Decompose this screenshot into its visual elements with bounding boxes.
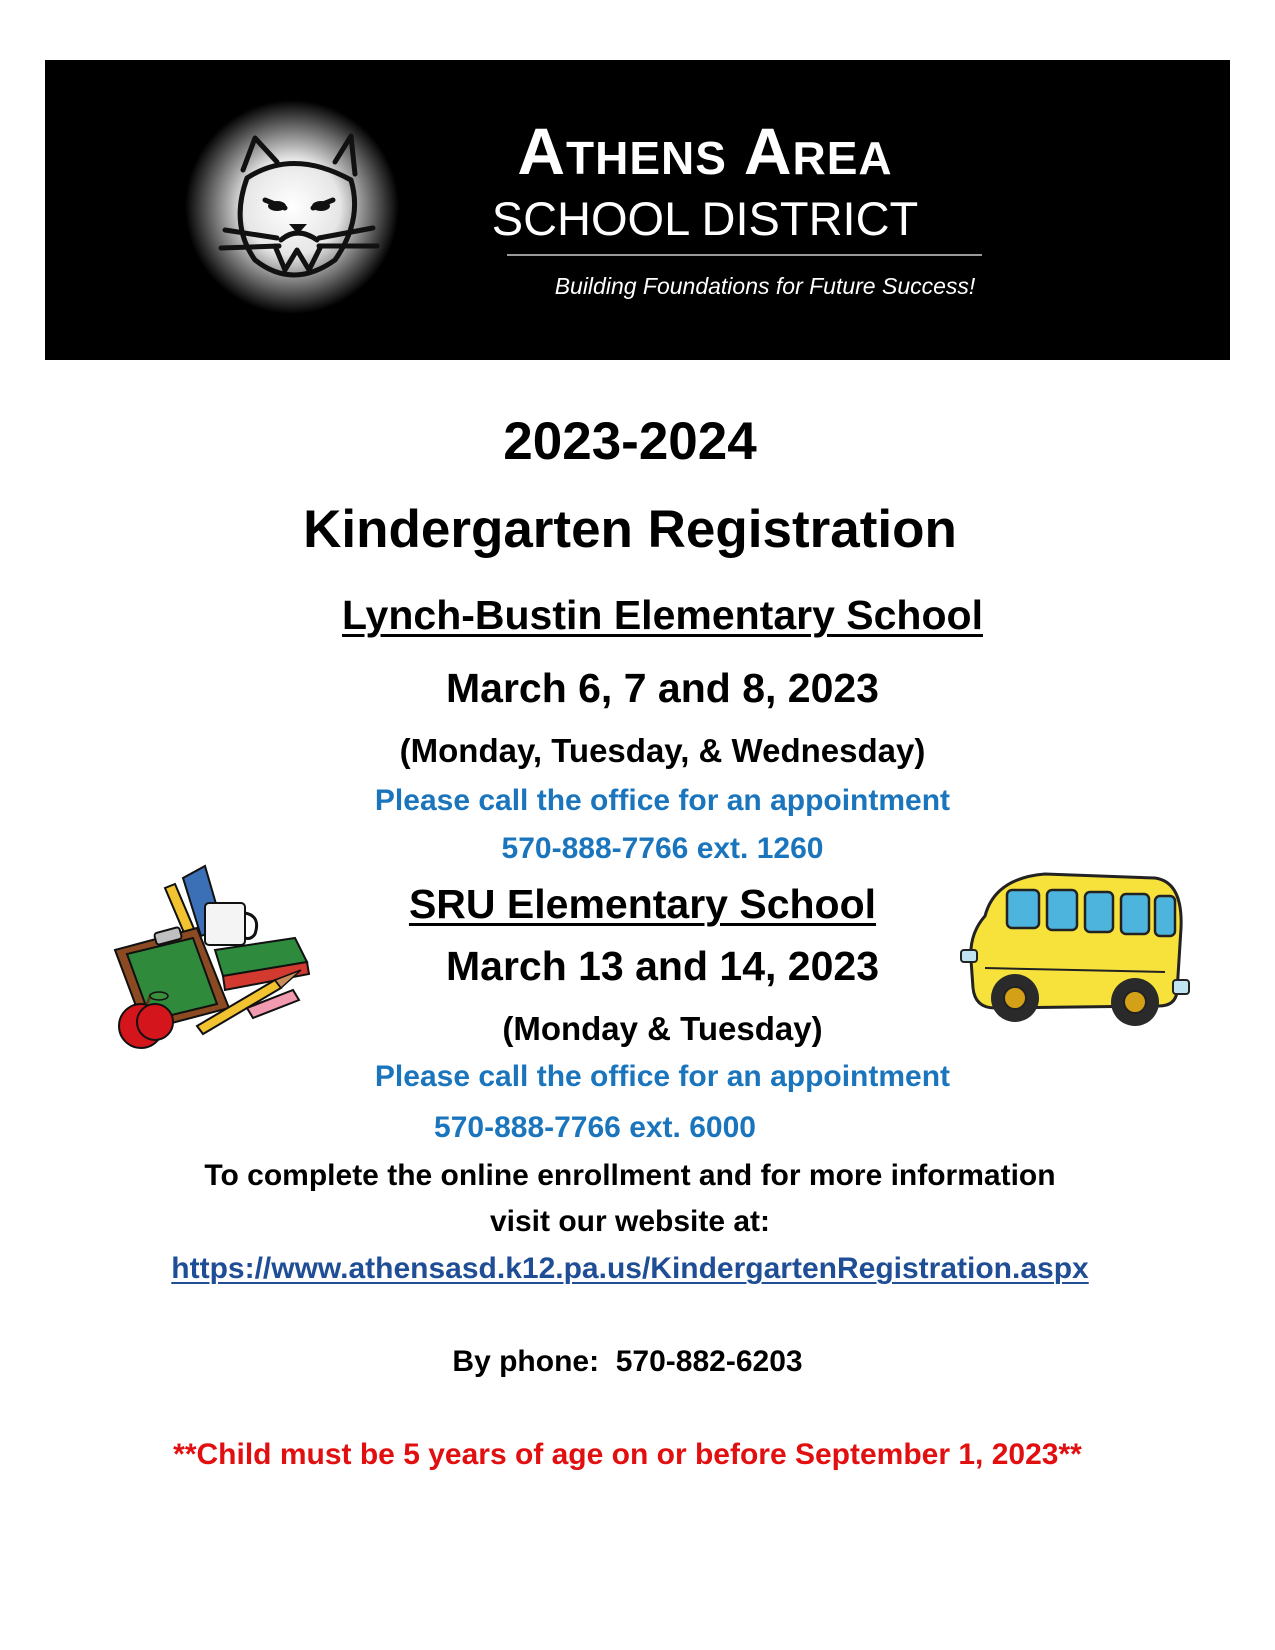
school-2-name: SRU Elementary School [408, 881, 877, 927]
district-subtitle: SCHOOL DISTRICT [491, 192, 919, 245]
school-1-phone: 570-888-7766 ext. 1260 [501, 832, 824, 865]
header-divider [507, 254, 982, 256]
wildcat-logo-icon [185, 100, 400, 315]
registration-link[interactable]: https://www.athensasd.k12.pa.us/KindergartenRegistration.aspx [171, 1252, 1089, 1285]
page-title: Kindergarten Registration [303, 500, 957, 559]
school-2-phone: 570-888-7766 ext. 6000 [434, 1111, 756, 1144]
school-year: 2023-2024 [503, 412, 757, 471]
school-1-block [0, 592, 1275, 638]
district-title: Athens Area [517, 114, 893, 188]
enrollment-line-2: visit our website at: [489, 1205, 771, 1238]
school-1-call-text: Please call the office for an appointment [374, 784, 951, 817]
school-bus-icon [955, 868, 1195, 1038]
school-2-call-text: Please call the office for an appointment [374, 1060, 951, 1093]
enrollment-link-block [0, 1254, 1260, 1284]
school-supplies-icon [105, 858, 330, 1058]
age-notice: **Child must be 5 years of age on or before September 1, 2023** [173, 1438, 1082, 1471]
school-1-name: Lynch-Bustin Elementary School [342, 592, 983, 638]
enrollment-line-1: To complete the online enrollment and for more information [204, 1159, 1056, 1192]
phone-contact: By phone: 570-882-6203 [452, 1345, 803, 1378]
district-tagline: Building Foundations for Future Success! [554, 273, 976, 299]
school-2-dates: March 13 and 14, 2023 [445, 943, 880, 989]
header-banner [45, 60, 1230, 360]
school-1-dates: March 6, 7 and 8, 2023 [445, 665, 879, 711]
school-2-days: (Monday & Tuesday) [502, 1010, 823, 1047]
school-1-days: (Monday, Tuesday, & Wednesday) [399, 732, 926, 769]
